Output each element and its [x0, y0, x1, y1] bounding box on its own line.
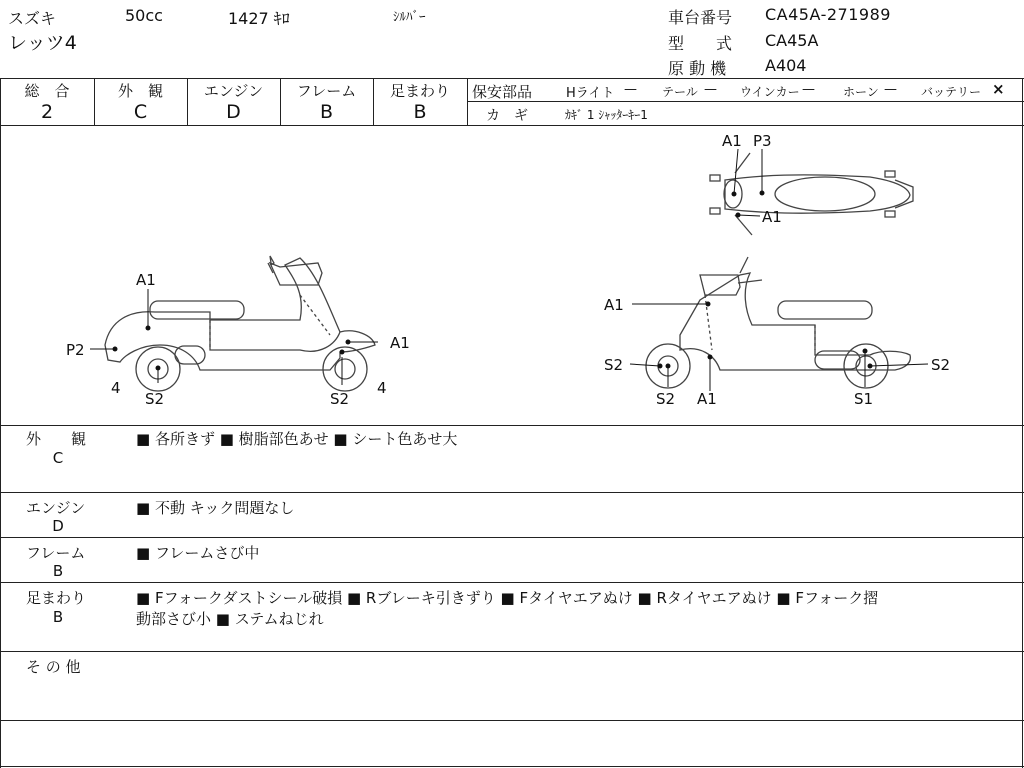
- frame-no-label: 車台番号: [668, 8, 733, 27]
- divider: [0, 492, 1024, 493]
- section-suspension-text-line2: 動部さび小 ■ ステムねじれ: [136, 610, 324, 628]
- divider: [0, 425, 1024, 426]
- safety-item-name: ホーン: [843, 85, 879, 99]
- section-other-title: そ の 他: [26, 658, 81, 676]
- safety-item-name: ウインカー: [740, 85, 800, 99]
- grade-engine-label: エンジン: [203, 82, 264, 100]
- divider: [0, 720, 1024, 721]
- divider: [0, 582, 1024, 583]
- frame-no: CA45A-271989: [765, 5, 891, 24]
- section-exterior-title: 外 観: [26, 430, 87, 448]
- diagram-label: A1: [722, 132, 742, 150]
- grade-frame-label: フレーム: [296, 82, 357, 100]
- safety-item-mark: —: [802, 82, 815, 97]
- diagram-label: P2: [66, 341, 85, 359]
- grade-suspension-value: B: [413, 101, 427, 123]
- divider: [0, 537, 1024, 538]
- top-seat: [775, 177, 875, 211]
- grade-exterior-value: C: [133, 101, 148, 123]
- left-seat: [150, 301, 244, 319]
- divider: [467, 78, 468, 125]
- safety-item-mark: ×: [992, 80, 1005, 98]
- diagram-label: A1: [136, 271, 156, 289]
- diagram-label: A1: [604, 296, 624, 314]
- scooter-diagram: [0, 125, 1024, 425]
- safety-item-name: バッテリー: [921, 85, 982, 99]
- section-engine-grade: D: [52, 517, 64, 535]
- section-exterior-text: ■ 各所きず ■ 樹脂部色あせ ■ シート色あせ大: [136, 430, 458, 448]
- left-front-wheel: [323, 347, 367, 391]
- section-engine-text: ■ 不動 キック問題なし: [136, 499, 295, 517]
- diagram-label: S2: [145, 390, 165, 408]
- section-frame-grade: B: [52, 562, 64, 580]
- section-suspension-grade: B: [52, 608, 64, 626]
- diagram-label: S2: [656, 390, 676, 408]
- section-suspension-text-line1: ■ Fフォークダストシール破損 ■ Rブレーキ引きずり ■ Fタイヤエアぬけ ■ Rタイヤエアぬけ ■ Fフォーク摺: [136, 589, 879, 607]
- section-engine-title: エンジン: [26, 499, 86, 517]
- diagram-label: A1: [697, 390, 717, 408]
- displacement: 50cc: [125, 6, 163, 25]
- type-label: 型 式: [668, 34, 733, 53]
- right-seat: [778, 301, 872, 319]
- safety-item-name: テール: [662, 85, 698, 99]
- section-frame-text: ■ フレームさび中: [136, 544, 260, 562]
- section-suspension-title: 足まわり: [26, 589, 87, 607]
- safety-item-mark: —: [884, 82, 897, 97]
- section-frame-title: フレーム: [26, 544, 86, 562]
- divider: [0, 78, 1024, 79]
- grade-exterior-label: 外 観: [117, 82, 163, 100]
- type-value: CA45A: [765, 31, 819, 50]
- maker: スズキ: [8, 9, 57, 28]
- diagram-label: S2: [931, 356, 951, 374]
- mileage: 1427 ｷﾛ: [228, 9, 290, 28]
- diagram-label: S2: [604, 356, 624, 374]
- grade-suspension-label: 足まわり: [389, 82, 450, 100]
- diagram-label: S2: [330, 390, 350, 408]
- key-label: カ ギ: [486, 108, 528, 124]
- divider: [0, 766, 1024, 767]
- divider: [0, 651, 1024, 652]
- engine-label: 原 動 機: [668, 59, 727, 78]
- safety-item-name: Hライト: [566, 86, 615, 101]
- safety-label: 保安部品: [472, 83, 533, 101]
- diagram-label: P3: [753, 132, 772, 150]
- diagram-label: 4: [377, 379, 387, 397]
- diagram-label: S1: [854, 390, 874, 408]
- diagram-label: A1: [762, 208, 782, 226]
- model-name: レッツ4: [8, 32, 77, 54]
- color: ｼﾙﾊﾞｰ: [393, 10, 426, 25]
- engine-value: A404: [765, 56, 807, 75]
- right-body-shape: [680, 273, 910, 370]
- divider: [467, 101, 1024, 102]
- grade-frame-value: B: [319, 101, 334, 123]
- safety-item-mark: —: [704, 82, 717, 97]
- top-body: [725, 175, 910, 213]
- section-exterior-grade: C: [52, 449, 64, 467]
- grade-overall-value: 2: [40, 101, 54, 123]
- key-value: ｶｷﾞ 1 ｼｬｯﾀｰｷｰ1: [565, 108, 648, 122]
- diagram-label: A1: [390, 334, 410, 352]
- safety-item-mark: —: [624, 82, 637, 97]
- grade-overall-label: 総 合: [24, 82, 70, 100]
- grade-engine-value: D: [226, 101, 241, 123]
- diagram-label: 4: [111, 379, 121, 397]
